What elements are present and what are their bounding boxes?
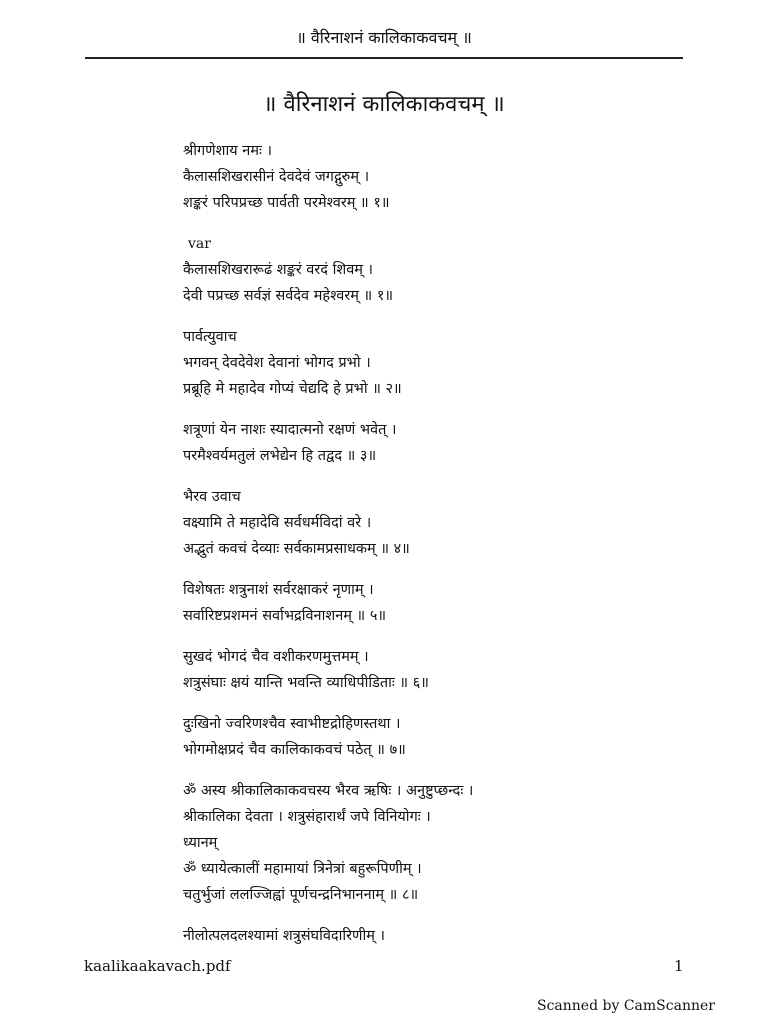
verse-block [183, 484, 743, 562]
verse-line: सर्वारिष्टप्रशमनं सर्वाभद्रविनाशनम् ॥ ५॥ [183, 608, 387, 624]
verse-line: श्रीकालिका देवता । शत्रुसंहारार्थं जपे विनियोगः । [183, 809, 431, 825]
verse-line: भगवन् देवदेवेश देवानां भोगद प्रभो । [183, 355, 371, 371]
verse-block [183, 417, 743, 469]
verse-block [183, 138, 743, 216]
page-title: ॥ वैरिनाशनं कालिकाकवचम् ॥ [263, 92, 505, 117]
verse-line: वक्ष्यामि ते महादेवि सर्वधर्मविदां वरे । [183, 515, 372, 531]
verse-line: शङ्करं परिपप्रच्छ पार्वती परमेश्वरम् ॥ १॥ [183, 195, 390, 211]
verse-line: अद्भुतं कवचं देव्याः सर्वकामप्रसाधकम् ॥ ४॥ [183, 541, 410, 557]
verse-line: सुखदं भोगदं चैव वशीकरणमुत्तमम् । [183, 649, 369, 665]
verse-line: शत्रुसंघाः क्षयं यान्ति भवन्ति व्याधिपीडिताः ॥ ६॥ [183, 675, 429, 691]
running-header: ॥ वैरिनाशनं कालिकाकवचम् ॥ [296, 28, 472, 47]
verse-line: परमैश्वर्यमतुलं लभेद्येन हि तद्वद ॥ ३॥ [183, 448, 377, 464]
verse-block [183, 577, 743, 629]
verse-line: शत्रूणां येन नाशः स्यादात्मनो रक्षणं भवेत् । [183, 422, 397, 438]
speaker-label: पार्वत्युवाच [183, 329, 237, 345]
verse-block [183, 231, 743, 309]
verse-line: ॐ ध्यायेत्कालीं महामायां त्रिनेत्रां बहुरूपिणीम् । [183, 861, 422, 877]
page-number: 1 [674, 957, 684, 975]
verse-block [183, 324, 743, 402]
verse-line: भोगमोक्षप्रदं चैव कालिकाकवचं पठेत् ॥ ७॥ [183, 742, 406, 758]
verse-block [183, 711, 743, 763]
section-label: ध्यानम् [183, 835, 218, 851]
verse-line: देवी पप्रच्छ सर्वज्ञं सर्वदेव महेश्वरम् ॥ १॥ [183, 288, 394, 304]
verse-line: ॐ अस्य श्रीकालिकाकवचस्य भैरव ऋषिः । अनुष्टुप्छन्दः । [183, 783, 474, 799]
stotra-text [183, 138, 743, 964]
verse-line: दुःखिनो ज्वरिणश्चैव स्वाभीष्टद्रोहिणस्तथा । [183, 716, 401, 732]
header-divider [85, 57, 683, 59]
verse-line: चतुर्भुजां ललज्जिह्वां पूर्णचन्द्रनिभाननाम् ॥ ८॥ [183, 887, 419, 903]
speaker-label: भैरव उवाच [183, 489, 241, 505]
verse-line: कैलासशिखरासीनं देवदेवं जगद्गुरुम् । [183, 169, 370, 185]
verse-line: प्रब्रूहि मे महादेव गोप्यं चेद्यदि हे प्रभो ॥ २॥ [183, 381, 402, 397]
verse-line: कैलासशिखरारूढं शङ्करं वरदं शिवम् । [183, 262, 374, 278]
verse-block [183, 778, 743, 908]
footer-filename: kaalikaakavach.pdf [84, 957, 231, 975]
verse-block [183, 644, 743, 696]
verse-line: नीलोत्पलदलश्यामां शत्रुसंघविदारिणीम् । [183, 928, 386, 944]
verse-block [183, 923, 743, 949]
scanner-watermark: Scanned by CamScanner [537, 998, 715, 1014]
verse-line: विशेषतः शत्रुनाशं सर्वरक्षाकरं नृणाम् । [183, 582, 374, 598]
verse-line: श्रीगणेशाय नमः । [183, 143, 273, 159]
variant-label: var [188, 236, 211, 252]
